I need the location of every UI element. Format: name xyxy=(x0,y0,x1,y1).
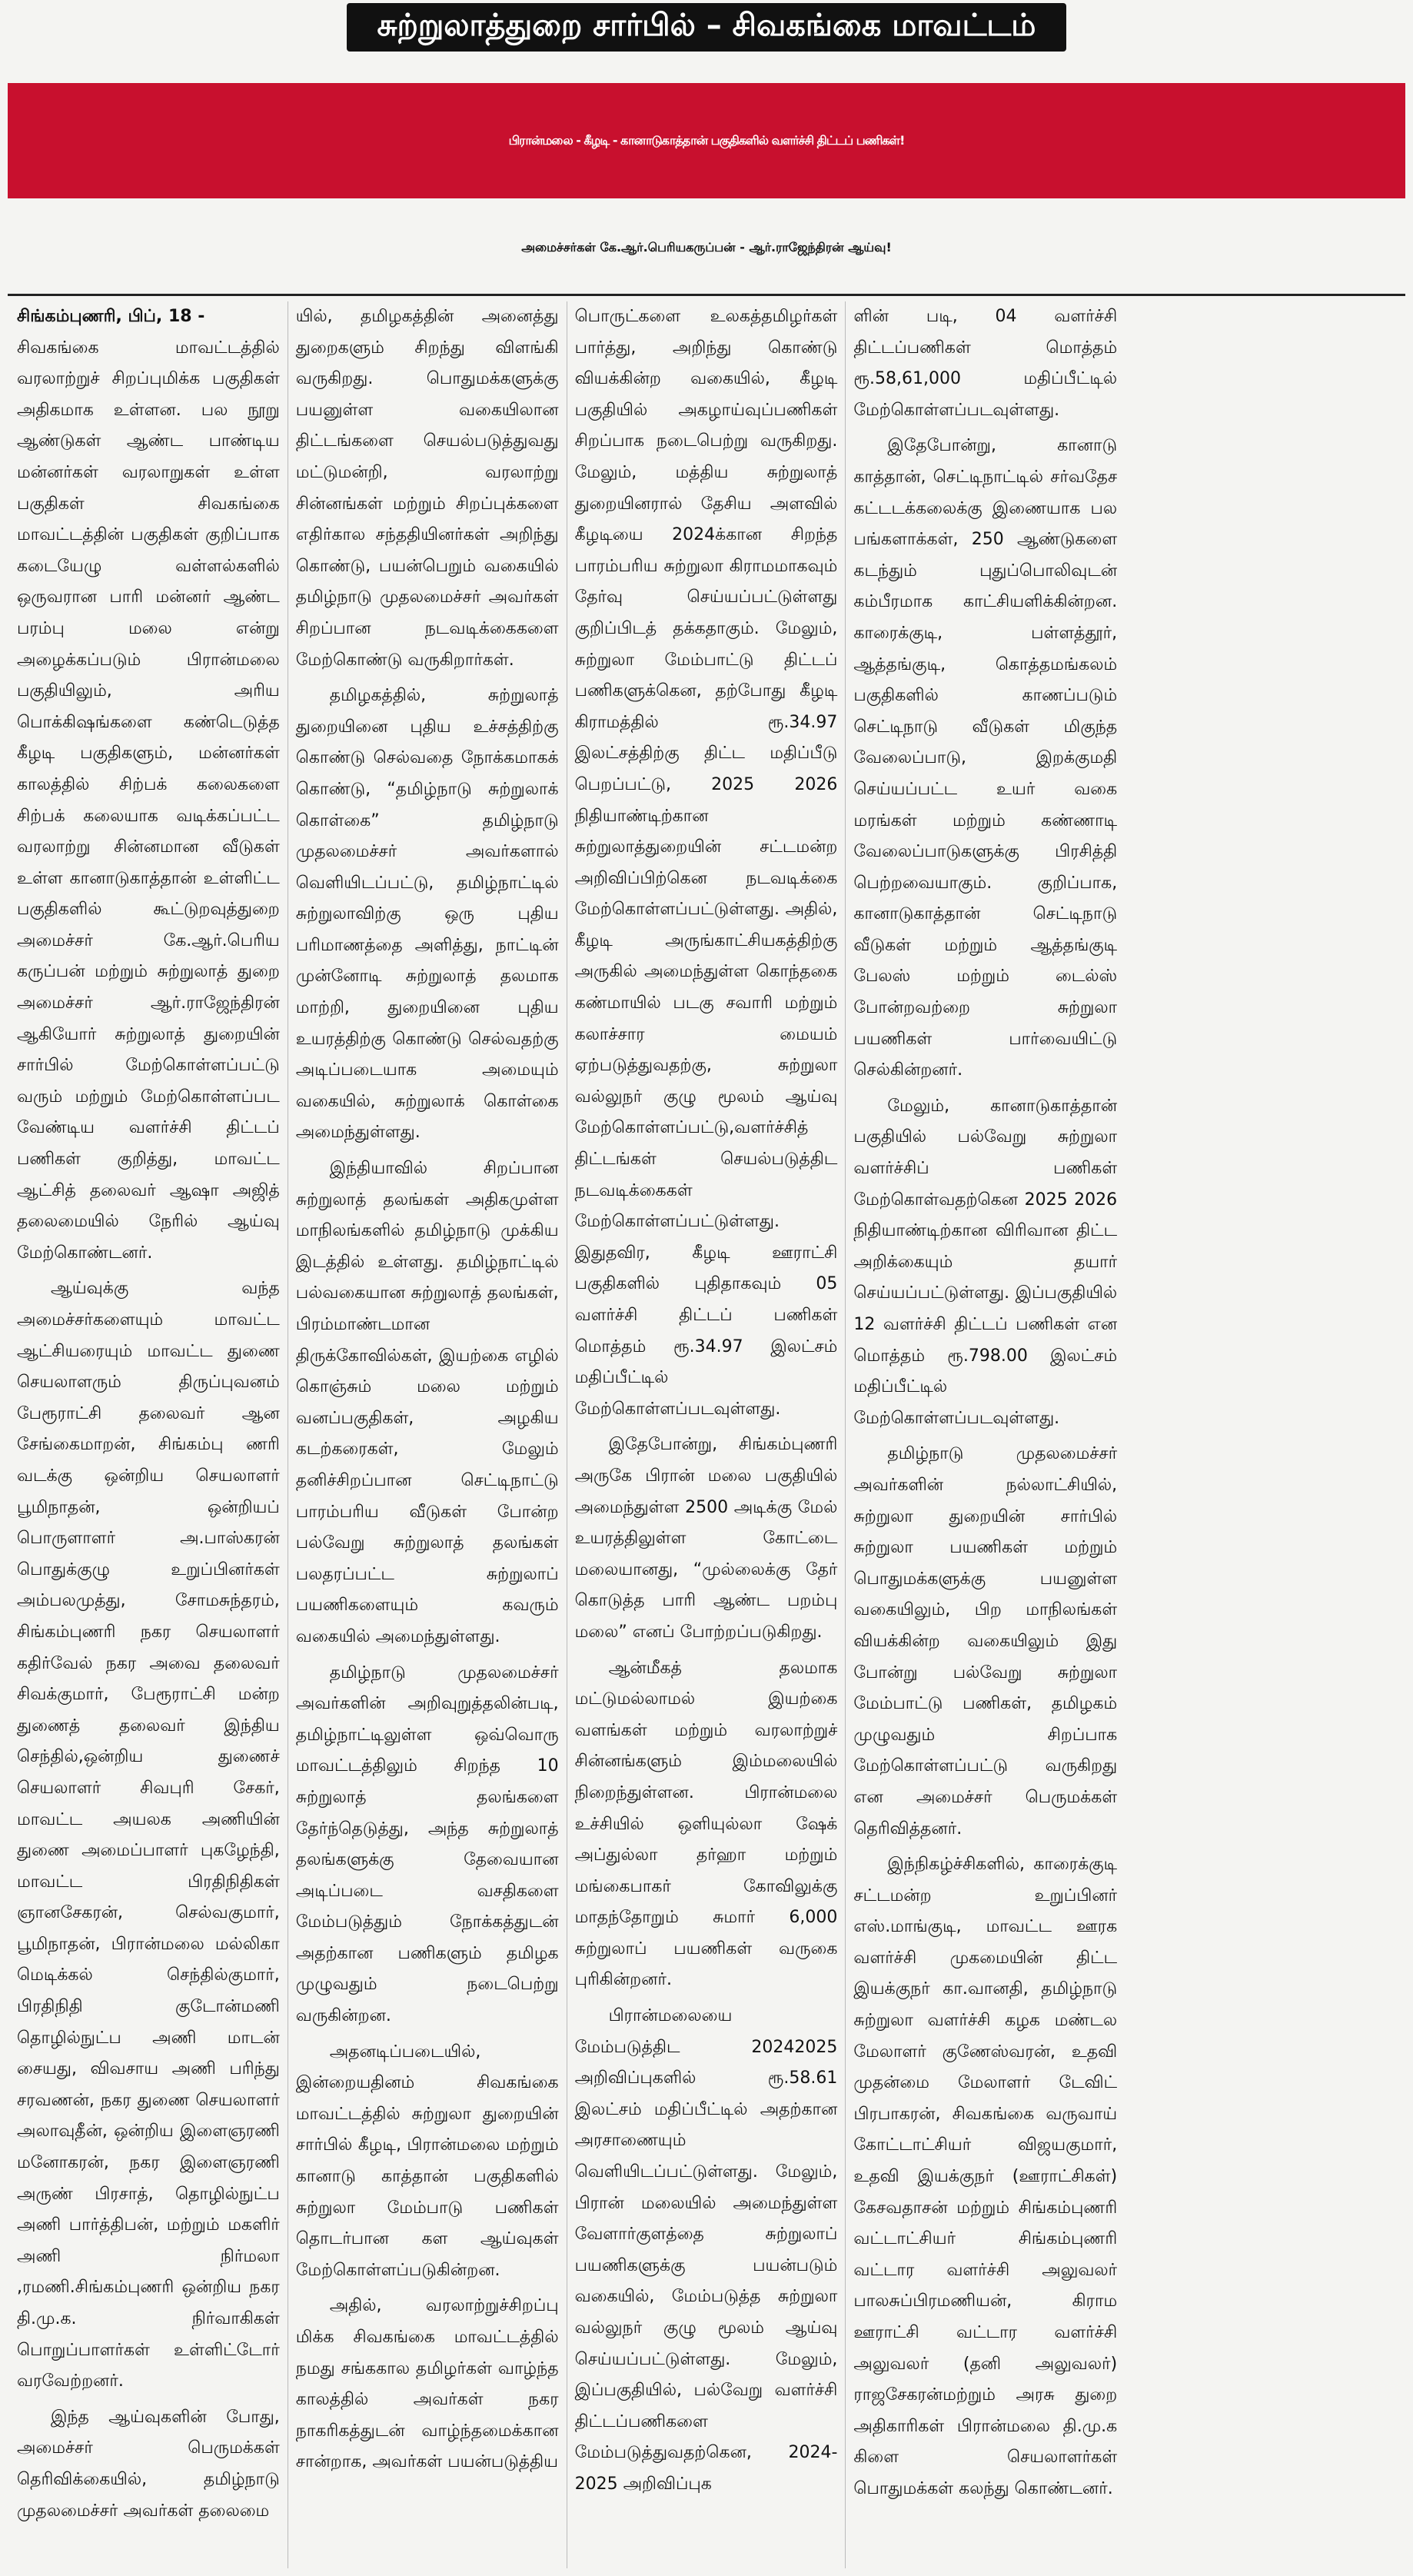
article-paragraph: தமிழகத்தில், சுற்றுலாத் துறையினை புதிய உச்சத்திற்கு கொண்டு செல்வதை நோக்கமாகக் கொண்டு, “தமிழ்நாடு சுற்றுலாக் கொள்கை” தமிழ்நாடு முதலமைச்சர் அவர்களால் வெளியிடப்பட்டு, தமிழ்நாட்டில் சுற்றுலாவிற்கு ஒரு புதிய பரிமாணத்தை அளித்து, நாட்டின் முன்னோடி சுற்றுலாத் தலமாக மாற்றி, துறையினை புதிய உயரத்திற்கு கொண்டு செல்வதற்கு அடிப்படையாக அமையும் வகையில், சுற்றுலாக் கொள்கை அமைந்துள்ளது. xyxy=(295,686,559,1143)
article-paragraph: இந்த ஆய்வுகளின் போது, அமைச்சர் பெருமக்கள் தெரிவிக்கையில், தமிழ்நாடு முதலமைச்சர் அவர்கள் தலைமை xyxy=(17,2407,280,2521)
article-paragraph xyxy=(17,301,280,1269)
paragraph-text: சிவகங்கை மாவட்டத்தில் வரலாற்றுச் சிறப்புமிக்க பகுதிகள் அதிகமாக உள்ளன. பல நூறு ஆண்டுகள் ஆண்ட பாண்டிய மன்னர்கள் வரலாறுகள் உள்ள பகுதிகள் சிவகங்கை மாவட்டத்தின் பகுதிகள் குறிப்பாக கடையேழு வள்ளல்களில் ஒருவரான பாரி மன்னர் ஆண்ட பரம்பு மலை என்று அழைக்கப்படும் பிரான்மலை பகுதியிலும், அரிய பொக்கிஷங்களை கண்டெடுத்த கீழடி பகுதிகளும், மன்னர்கள் காலத்தில் சிற்பக் கலைகளை சிற்பக் கலையாக வடிக்கப்பட்ட வரலாற்று சின்னமான வீடுகள் உள்ள கானாடுகாத்தான் உள்ளிட்ட பகுதிகளில் கூட்டுறவுத்துறை அமைச்சர் கே.ஆர்.பெரிய கருப்பன் மற்றும் சுற்றுலாத் துறை அமைச்சர் ஆர்.ராஜேந்திரன் ஆகியோர் சுற்றுலாத் துறையின் சார்பில் மேற்கொள்ளப்பட்டு வரும் மற்றும் மேற்கொள்ளப்பட வேண்டிய வளர்ச்சி திட்டப் பணிகள் குறித்து, மாவட்ட ஆட்சித் தலைவர் ஆஷா அஜித் தலைமையில் நேரில் ஆய்வு மேற்கொண்டனர். xyxy=(17,338,280,1263)
banner-text: சுற்றுலாத்துறை சார்பில் – சிவகங்கை மாவட்டம் xyxy=(347,3,1067,52)
article-column-3 xyxy=(567,301,846,2568)
article-paragraph: இந்தியாவில் சிறப்பான சுற்றுலாத் தலங்கள் அதிகமுள்ள மாநிலங்களில் தமிழ்நாடு முக்கிய இடத்தில் உள்ளது. தமிழ்நாட்டில் பல்வகையான சுற்றுலாத் தலங்கள், பிரம்மாண்டமான திருக்கோவில்கள், இயற்கை எழில் கொஞ்சும் மலை மற்றும் வனப்பகுதிகள், அழகிய கடற்கரைகள், மேலும் தனிச்சிறப்பான செட்டிநாட்டு பாரம்பரிய வீடுகள் போன்ற பல்வேறு சுற்றுலாத் தலங்கள் பலதரப்பட்ட சுற்றுலாப் பயணிகளையும் கவரும் வகையில் அமைந்துள்ளது. xyxy=(295,1159,559,1646)
article-column-2 xyxy=(288,301,567,2568)
article-column-1 xyxy=(9,301,288,2568)
article-paragraph: அதனடிப்படையில், இன்றையதினம் சிவகங்கை மாவட்டத்தில் சுற்றுலா துறையின் சார்பில் கீழடி, பிரான்மலை மற்றும் கானாடு காத்தான் பகுதிகளில் சுற்றுலா மேம்பாடு பணிகள் தொடர்பான கள ஆய்வுகள் மேற்கொள்ளப்படுகின்றன. xyxy=(295,2042,559,2280)
article-paragraph: ஆய்வுக்கு வந்த அமைச்சர்களையும் மாவட்ட ஆட்சியரையும் மாவட்ட துணை செயலாளரும் திருப்புவனம் பேரூராட்சி தலைவர் ஆன சேங்கைமாறன், சிங்கம்பு ணரி வடக்கு ஒன்றிய செயலாளர் பூமிநாதன், ஒன்றியப் பொருளாளர் அ.பாஸ்கரன் பொதுக்குழு உறுப்பினர்கள் அம்பலமுத்து, சோமசுந்தரம், சிங்கம்புணரி நகர செயலாளர் கதிர்வேல் நகர அவை தலைவர் சிவக்குமார், பேரூராட்சி மன்ற துணைத் தலைவர் இந்திய செந்தில்,ஒன்றிய துணைச் செயலாளர் சிவபுரி சேகர், மாவட்ட அயலக அணியின் துணை அமைப்பாளர் புகழேந்தி, மாவட்ட பிரதிநிதிகள் ஞானசேகரன், செல்வகுமார், பூமிநாதன், பிரான்மலை மல்லிகா மெடிக்கல் செந்தில்குமார், பிரதிநிதி குடோன்மணி தொழில்நுட்ப அணி மாடன் சையது, விவசாய அணி பரிந்து சரவணன், நகர துணை செயலாளர் அலாவுதீன், ஒன்றிய இளைஞரணி மனோகரன், நகர இளைஞரணி அருண் பிரசாத், தொழில்நுட்ப அணி பார்த்திபன், மற்றும் மகளிர் அணி நிர்மலா ,ரமணி.சிங்கம்புணரி ஒன்றிய நகர தி.மு.க. நிர்வாகிகள் பொறுப்பாளர்கள் உள்ளிட்டோர் வரவேற்றனர். xyxy=(17,1279,280,2391)
article-paragraph: இதேபோன்று, சிங்கம்புணரி அருகே பிரான் மலை பகுதியில் அமைந்துள்ள 2500 அடிக்கு மேல் உயரத்திலுள்ள கோட்டை மலையானது, “முல்லைக்கு தேர் கொடுத்த பாரி ஆண்ட பறம்பு மலை” எனப் போற்றப்படுகிறது. xyxy=(574,1435,838,1642)
article-paragraph: அதில், வரலாற்றுச்சிறப்பு மிக்க சிவகங்கை மாவட்டத்தில் நமது சங்ககால தமிழர்கள் வாழ்ந்த காலத்தில் அவர்கள் நகர நாகரிகத்துடன் வாழ்ந்தமைக்கான சான்றாக, அவர்கள் பயன்படுத்திய xyxy=(295,2296,559,2472)
article-paragraph: மேலும், கானாடுகாத்தான் பகுதியில் பல்வேறு சுற்றுலா வளர்ச்சிப் பணிகள் மேற்கொள்வதற்கென 2025 2026 நிதியாண்டிற்கான விரிவான திட்ட அறிக்கையும் தயார் செய்யப்பட்டுள்ளது. இப்பகுதியில் 12 வளர்ச்சி திட்டப் பணிகள் என மொத்தம் ரூ.798.00 இலட்சம் மதிப்பீட்டில் மேற்கொள்ளப்படவுள்ளது. xyxy=(853,1096,1118,1428)
article-paragraph: தமிழ்நாடு முதலமைச்சர் அவர்களின் அறிவுறுத்தலின்படி, தமிழ்நாட்டிலுள்ள ஒவ்வொரு மாவட்டத்திலும் சிறந்த 10 சுற்றுலாத் தலங்களை தேர்ந்தெடுத்து, அந்த சுற்றுலாத் தலங்களுக்கு தேவையான அடிப்படை வசதிகளை மேம்படுத்தும் நோக்கத்துடன் அதற்கான பணிகளும் தமிழக முழுவதும் நடைபெற்று வருகின்றன. xyxy=(295,1662,559,2026)
headline: பிரான்மலை - கீழடி - கானாடுகாத்தான் பகுதிகளில் வளர்ச்சி திட்டப் பணிகள்! xyxy=(8,83,1405,198)
article-paragraph: இதேபோன்று, கானாடு காத்தான், செட்டிநாட்டில் சர்வதேச கட்டடக்கலைக்கு இணையாக பல பங்களாக்கள், 250 ஆண்டுகளை கடந்தும் புதுப்பொலிவுடன் கம்பீரமாக காட்சியளிக்கின்றன. காரைக்குடி, பள்ளத்தூர், ஆத்தங்குடி, கொத்தமங்கலம் பகுதிகளில் காணப்படும் செட்டிநாடு வீடுகள் மிகுந்த வேலைப்பாடு, இறக்குமதி செய்யப்பட்ட உயர் வகை மரங்கள் மற்றும் கண்ணாடி வேலைப்பாடுகளுக்கு பிரசித்தி பெற்றவையாகும். குறிப்பாக, கானாடுகாத்தான் செட்டிநாடு வீடுகள் மற்றும் ஆத்தங்குடி பேலஸ் மற்றும் டைல்ஸ் போன்றவற்றை சுற்றுலா பயணிகள் பார்வையிட்டு செல்கின்றனர். xyxy=(853,436,1118,1080)
article-paragraph: ஆன்மீகத் தலமாக மட்டுமல்லாமல் இயற்கை வளங்கள் மற்றும் வரலாற்றுச் சின்னங்களும் இம்மலையில் நிறைந்துள்ளன. பிரான்மலை உச்சியில் ஒளியுல்லா ஷேக் அப்துல்லா தர்ஹா மற்றும் மங்கைபாகர் கோவிலுக்கு மாதந்தோறும் சுமார் 6,000 சுற்றுலாப் பயணிகள் வருகை புரிகின்றனர். xyxy=(574,1658,838,1990)
article-paragraph: யில், தமிழகத்தின் அனைத்து துறைகளும் சிறந்து விளங்கி வருகிறது. பொதுமக்களுக்கு பயனுள்ள வகையிலான திட்டங்களை செயல்படுத்துவது மட்டுமன்றி, வரலாற்று சின்னங்கள் மற்றும் சிறப்புக்களை எதிர்கால சந்ததியினர்கள் அறிந்து கொண்டு, பயன்பெறும் வகையில் தமிழ்நாடு முதலமைச்சர் அவர்கள் சிறப்பான நடவடிக்கைகளை மேற்கொண்டு வருகிறார்கள். xyxy=(295,307,559,670)
dateline: சிங்கம்புணரி, பிப், 18 - xyxy=(17,307,205,326)
article-paragraph: இந்நிகழ்ச்சிகளில், காரைக்குடி சட்டமன்ற உறுப்பினர் எஸ்.மாங்குடி, மாவட்ட ஊரக வளர்ச்சி முகமையின் திட்ட இயக்குநர் கா.வானதி, தமிழ்நாடு சுற்றுலா வளர்ச்சி கழக மண்டல மேலாளர் குணேஸ்வரன், உதவி முதன்மை மேலாளர் டேவிட் பிரபாகரன், சிவகங்கை வருவாய் கோட்டாட்சியர் விஜயகுமார், உதவி இயக்குநர் (ஊராட்சிகள்) கேசவதாசன் மற்றும் சிங்கம்புணரி வட்டாட்சியர் சிங்கம்புணரி வட்டார வளர்ச்சி அலுவலர் பாலசுப்பிரமணியன், கிராம ஊராட்சி வட்டார வளர்ச்சி அலுவலர் (தனி அலுவலர்) ராஜசேகரன்மற்றும் அரசு துறை அதிகாரிகள் பிரான்மலை தி.மு.க கிளை செயலாளர்கள் பொதுமக்கள் கலந்து கொண்டனர். xyxy=(853,1855,1118,2498)
section-banner xyxy=(0,0,1413,54)
subheadline: அமைச்சர்கள் கே.ஆர்.பெரியகருப்பன் - ஆர்.ராஜேந்திரன் ஆய்வு! xyxy=(521,239,892,255)
divider xyxy=(8,294,1405,296)
article-paragraph: பொருட்களை உலகத்தமிழர்கள் பார்த்து, அறிந்து கொண்டு வியக்கின்ற வகையில், கீழடி பகுதியில் அகழாய்வுப்பணிகள் சிறப்பாக நடைபெற்று வருகிறது. மேலும், மத்திய சுற்றுலாத் துறையினரால் தேசிய அளவில் கீழடியை 2024க்கான சிறந்த பாரம்பரிய சுற்றுலா கிராமமாகவும் தேர்வு செய்யப்பட்டுள்ளது குறிப்பிடத் தக்கதாகும். மேலும், சுற்றுலா மேம்பாட்டு திட்டப் பணிகளுக்கென, தற்போது கீழடி கிராமத்தில் ரூ.34.97 இலட்சத்திற்கு திட்ட மதிப்பீடு பெறப்பட்டு, 2025 2026 நிதியாண்டிற்கான சுற்றுலாத்துறையின் சட்டமன்ற அறிவிப்பிற்கென நடவடிக்கை மேற்கொள்ளப்பட்டுள்ளது. அதில், கீழடி அருங்காட்சியகத்திற்கு அருகில் அமைந்துள்ள கொந்தகை கண்மாயில் படகு சவாரி மற்றும் கலாச்சார மையம் ஏற்படுத்துவதற்கு, சுற்றுலா வல்லுநர் குழு மூலம் ஆய்வு மேற்கொள்ளப்பட்டு,வளர்ச்சித் திட்டங்கள் செயல்படுத்திட நடவடிக்கைகள் மேற்கொள்ளப்பட்டுள்ளது. இதுதவிர, கீழடி ஊராட்சி பகுதிகளில் புதிதாகவும் 05 வளர்ச்சி திட்டப் பணிகள் மொத்தம் ரூ.34.97 இலட்சம் மதிப்பீட்டில் மேற்கொள்ளப்படவுள்ளது. xyxy=(574,307,838,1419)
article-paragraph: தமிழ்நாடு முதலமைச்சர் அவர்களின் நல்லாட்சியில், சுற்றுலா துறையின் சார்பில் சுற்றுலா பயணிகள் மற்றும் பொதுமக்களுக்கு பயனுள்ள வகையிலும், பிற மாநிலங்கள் வியக்கின்ற வகையிலும் இது போன்று பல்வேறு சுற்றுலா மேம்பாட்டு பணிகள், தமிழகம் முழுவதும் சிறப்பாக மேற்கொள்ளப்பட்டு வருகிறது என அமைச்சர் பெருமக்கள் தெரிவித்தனர். xyxy=(853,1444,1118,1839)
article-paragraph: ளின் படி, 04 வளர்ச்சி திட்டப்பணிகள் மொத்தம் ரூ.58,61,000 மதிப்பீட்டில் மேற்கொள்ளப்படவுள்ளது. xyxy=(853,307,1118,420)
article-paragraph: பிரான்மலையை மேம்படுத்திட 20242025 அறிவிப்புகளில் ரூ.58.61 இலட்சம் மதிப்பீட்டில் அதற்கான அரசாணையும் வெளியிடப்பட்டுள்ளது. மேலும், பிரான் மலையில் அமைந்துள்ள வேளார்குளத்தை சுற்றுலாப் பயணிகளுக்கு பயன்படும் வகையில், மேம்படுத்த சுற்றுலா வல்லுநர் குழு மூலம் ஆய்வு செய்யப்பட்டுள்ளது. மேலும், இப்பகுதியில், பல்வேறு வளர்ச்சி திட்டப்பணிகளை மேம்படுத்துவதற்கென, 2024-2025 அறிவிப்புக xyxy=(574,2006,838,2494)
article-body xyxy=(9,301,1404,2568)
article-column-4 xyxy=(846,301,1125,2568)
